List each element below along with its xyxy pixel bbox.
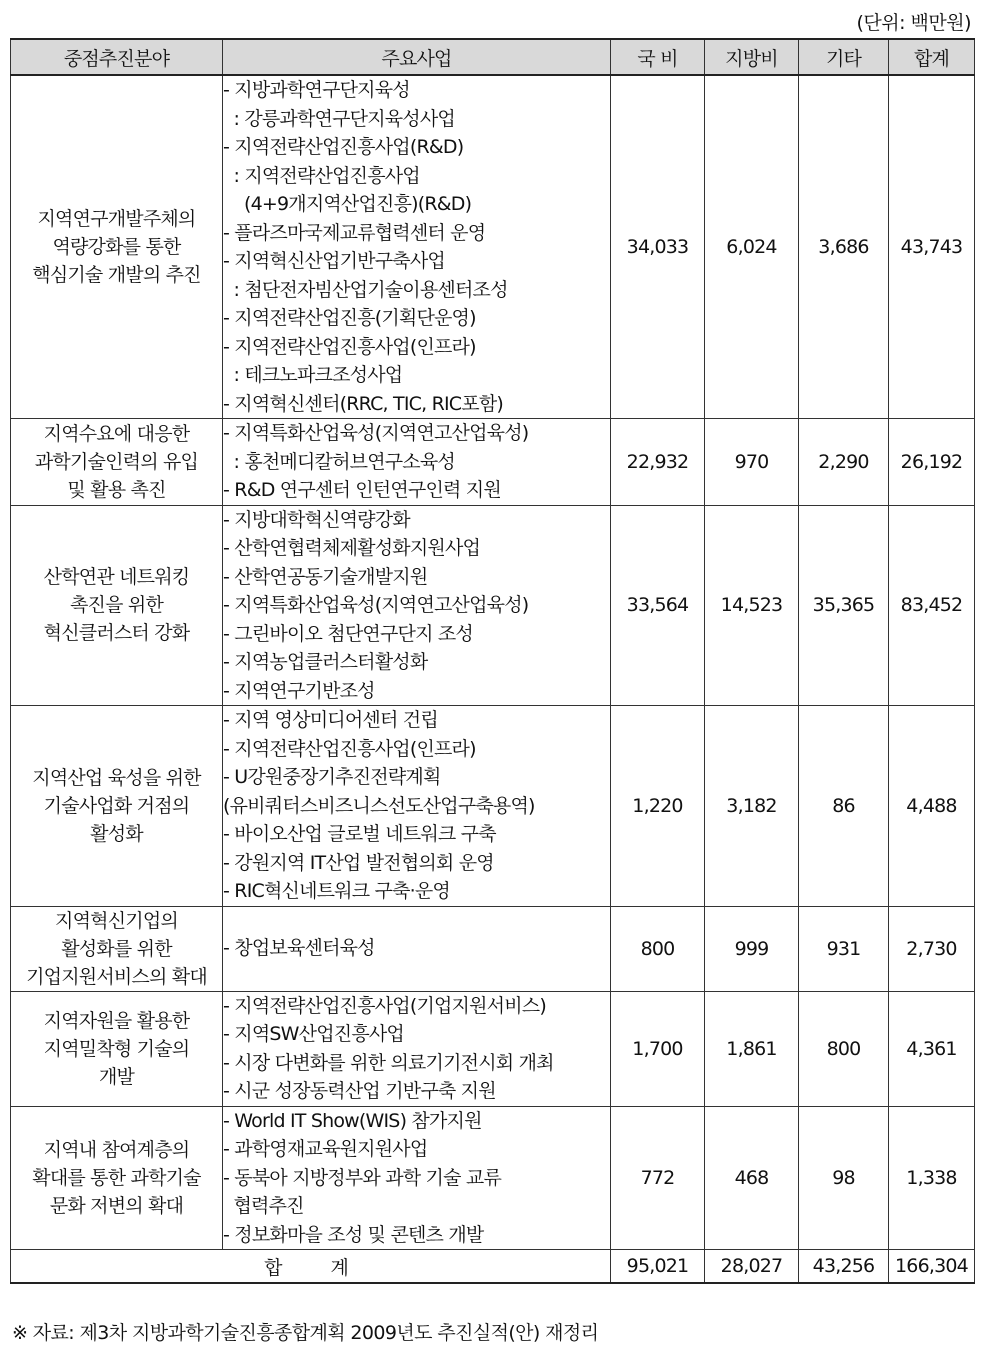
- header-other: 기타: [799, 39, 889, 75]
- business-item: - 지역전략산업진흥사업(R&D): [223, 136, 464, 158]
- area-line: 확대를 통한 과학기술: [32, 1166, 201, 1189]
- other-cell: 3,686: [799, 75, 889, 419]
- source-note: ※ 자료: 제3차 지방과학기술진흥종합계획 2009년도 추진실적(안) 재정리: [12, 1322, 599, 1344]
- business-item: - 지역전략산업진흥사업(인프라): [223, 335, 476, 358]
- business-item: - 시군 성장동력산업 기반구축 지원: [223, 1080, 496, 1102]
- business-item: - 동북아 지방정부와 과학 기술 교류: [223, 1166, 502, 1189]
- area-cell: [11, 706, 223, 907]
- area-cell: [11, 505, 223, 706]
- other-cell: 86: [799, 706, 889, 907]
- area-line: 지역산업 육성을 위한: [32, 766, 201, 789]
- area-line: 지역밀착형 기술의: [43, 1037, 190, 1060]
- unit-note: (단위: 백만원): [856, 12, 971, 34]
- area-cell: [11, 419, 223, 506]
- business-item: - 과학영재교육원지원사업: [223, 1138, 428, 1160]
- business-item: - 강원지역 IT산업 발전협의회 운영: [223, 851, 494, 874]
- business-item: - RIC혁신네트워크 구축·운영: [223, 880, 450, 902]
- business-item: : 홍천메디칼허브연구소육성: [223, 450, 455, 473]
- business-item: - 지역혁신산업기반구축사업: [223, 250, 445, 272]
- business-item: (유비쿼터스비즈니스선도산업구축용역): [223, 794, 535, 817]
- total-cell: 2,730: [889, 906, 975, 991]
- business-item: : 테크노파크조성사업: [223, 364, 403, 386]
- area-line: 핵심기술 개발의 추진: [32, 264, 201, 286]
- business-cell: [223, 505, 611, 706]
- area-line: 지역내 참여계층의: [43, 1138, 190, 1161]
- business-cell: [223, 991, 611, 1106]
- area-line: 지역혁신기업의: [55, 909, 178, 932]
- business-item: - 창업보육센터육성: [223, 937, 375, 960]
- business-item: - 지역SW산업진흥사업: [223, 1023, 404, 1045]
- header-business: 주요사업: [223, 39, 611, 75]
- business-item: 협력추진: [223, 1195, 304, 1217]
- national-cell: 34,033: [611, 75, 705, 419]
- table-row: [11, 75, 975, 419]
- area-line: 지역자원을 활용한: [43, 1009, 190, 1032]
- total-label: 합계: [11, 1250, 611, 1284]
- local-cell: 999: [705, 906, 799, 991]
- national-cell: 1,220: [611, 706, 705, 907]
- total-sum: 166,304: [889, 1250, 975, 1284]
- business-item: - 지역농업클러스터활성화: [223, 651, 428, 673]
- business-item: - 산학연공동기술개발지원: [223, 565, 428, 588]
- total-row: [11, 1250, 975, 1284]
- business-item: - 지역 영상미디어센터 건립: [223, 709, 438, 731]
- area-cell: [11, 906, 223, 991]
- table-row: [11, 706, 975, 907]
- business-item: - 지역혁신센터(RRC, TIC, RIC포함): [223, 392, 503, 415]
- local-cell: 3,182: [705, 706, 799, 907]
- other-cell: 35,365: [799, 505, 889, 706]
- national-cell: 772: [611, 1106, 705, 1250]
- national-cell: 33,564: [611, 505, 705, 706]
- table-row: [11, 906, 975, 991]
- total-cell: 43,743: [889, 75, 975, 419]
- business-item: - 지방과학연구단지육성: [223, 79, 410, 101]
- business-item: - U강원중장기추진전략계획: [223, 766, 441, 788]
- business-item: - 지역전략산업진흥사업(기업지원서비스): [223, 994, 546, 1017]
- business-item: - 정보화마을 조성 및 콘텐츠 개발: [223, 1223, 484, 1246]
- header-area: 중점추진분야: [11, 39, 223, 75]
- area-cell: [11, 991, 223, 1106]
- area-cell: [11, 1106, 223, 1250]
- total-national: 95,021: [611, 1250, 705, 1284]
- header-local: 지방비: [705, 39, 799, 75]
- business-cell: [223, 75, 611, 419]
- table-row: [11, 1106, 975, 1250]
- business-item: - 지역전략산업진흥사업(인프라): [223, 737, 476, 760]
- business-item: - 시장 다변화를 위한 의료기기전시회 개최: [223, 1051, 554, 1074]
- area-line: 활성화를 위한: [61, 937, 172, 960]
- area-line: 활성화: [90, 822, 143, 845]
- business-cell: [223, 1106, 611, 1250]
- total-local: 28,027: [705, 1250, 799, 1284]
- local-cell: 468: [705, 1106, 799, 1250]
- area-line: 산학연관 네트워킹: [43, 566, 190, 589]
- area-line: 지역연구개발주체의: [37, 208, 196, 230]
- business-item: : 첨단전자빔산업기술이용센터조성: [223, 278, 508, 301]
- local-cell: 6,024: [705, 75, 799, 419]
- header-total: 합계: [889, 39, 975, 75]
- area-line: 촉진을 위한: [69, 594, 163, 617]
- business-cell: [223, 419, 611, 506]
- local-cell: 1,861: [705, 991, 799, 1106]
- area-line: 및 활용 촉진: [67, 478, 166, 501]
- total-cell: 4,488: [889, 706, 975, 907]
- business-item: (4+9개지역산업진흥)(R&D): [223, 193, 472, 215]
- national-cell: 22,932: [611, 419, 705, 506]
- total-other: 43,256: [799, 1250, 889, 1284]
- area-line: 지역수요에 대응한: [43, 422, 190, 445]
- business-item: - 바이오산업 글로벌 네트워크 구축: [223, 823, 496, 845]
- header-national: 국 비: [611, 39, 705, 75]
- business-cell: [223, 906, 611, 991]
- business-item: - World IT Show(WIS) 참가지원: [223, 1109, 482, 1132]
- business-item: - 지역전략산업진흥(기획단운영): [223, 307, 476, 329]
- total-cell: 4,361: [889, 991, 975, 1106]
- business-cell: [223, 706, 611, 907]
- local-cell: 970: [705, 419, 799, 506]
- national-cell: 1,700: [611, 991, 705, 1106]
- total-cell: 83,452: [889, 505, 975, 706]
- national-cell: 800: [611, 906, 705, 991]
- table-row: [11, 505, 975, 706]
- business-item: - 지역연구기반조성: [223, 679, 375, 702]
- area-line: 개발: [98, 1065, 135, 1088]
- area-line: 기업지원서비스의 확대: [26, 965, 207, 988]
- business-item: - 지역특화산업육성(지역연고산업육성): [223, 594, 529, 616]
- table-header-row: [11, 39, 975, 75]
- business-item: : 지역전략산업진흥사업: [223, 164, 420, 187]
- area-line: 과학기술인력의 유입: [34, 450, 199, 473]
- area-line: 혁신클러스터 강화: [43, 622, 190, 645]
- business-item: - 지방대학혁신역량강화: [223, 508, 410, 531]
- other-cell: 931: [799, 906, 889, 991]
- other-cell: 98: [799, 1106, 889, 1250]
- area-cell: [11, 75, 223, 419]
- budget-table: [10, 38, 975, 1284]
- business-item: - 산학연협력체제활성화지원사업: [223, 537, 481, 559]
- business-item: - R&D 연구센터 인턴연구인력 지원: [223, 479, 501, 501]
- other-cell: 800: [799, 991, 889, 1106]
- local-cell: 14,523: [705, 505, 799, 706]
- area-line: 역량강화를 통한: [52, 236, 181, 258]
- other-cell: 2,290: [799, 419, 889, 506]
- business-item: - 지역특화산업육성(지역연고산업육성): [223, 422, 529, 444]
- total-cell: 26,192: [889, 419, 975, 506]
- business-item: - 그린바이오 첨단연구단지 조성: [223, 622, 473, 645]
- table-row: [11, 991, 975, 1106]
- total-cell: 1,338: [889, 1106, 975, 1250]
- business-item: - 플라즈마국제교류협력센터 운영: [223, 221, 486, 244]
- area-line: 기술사업화 거점의: [43, 794, 190, 817]
- business-item: : 강릉과학연구단지육성사업: [223, 107, 455, 130]
- table-row: [11, 419, 975, 506]
- area-line: 문화 저변의 확대: [49, 1194, 184, 1217]
